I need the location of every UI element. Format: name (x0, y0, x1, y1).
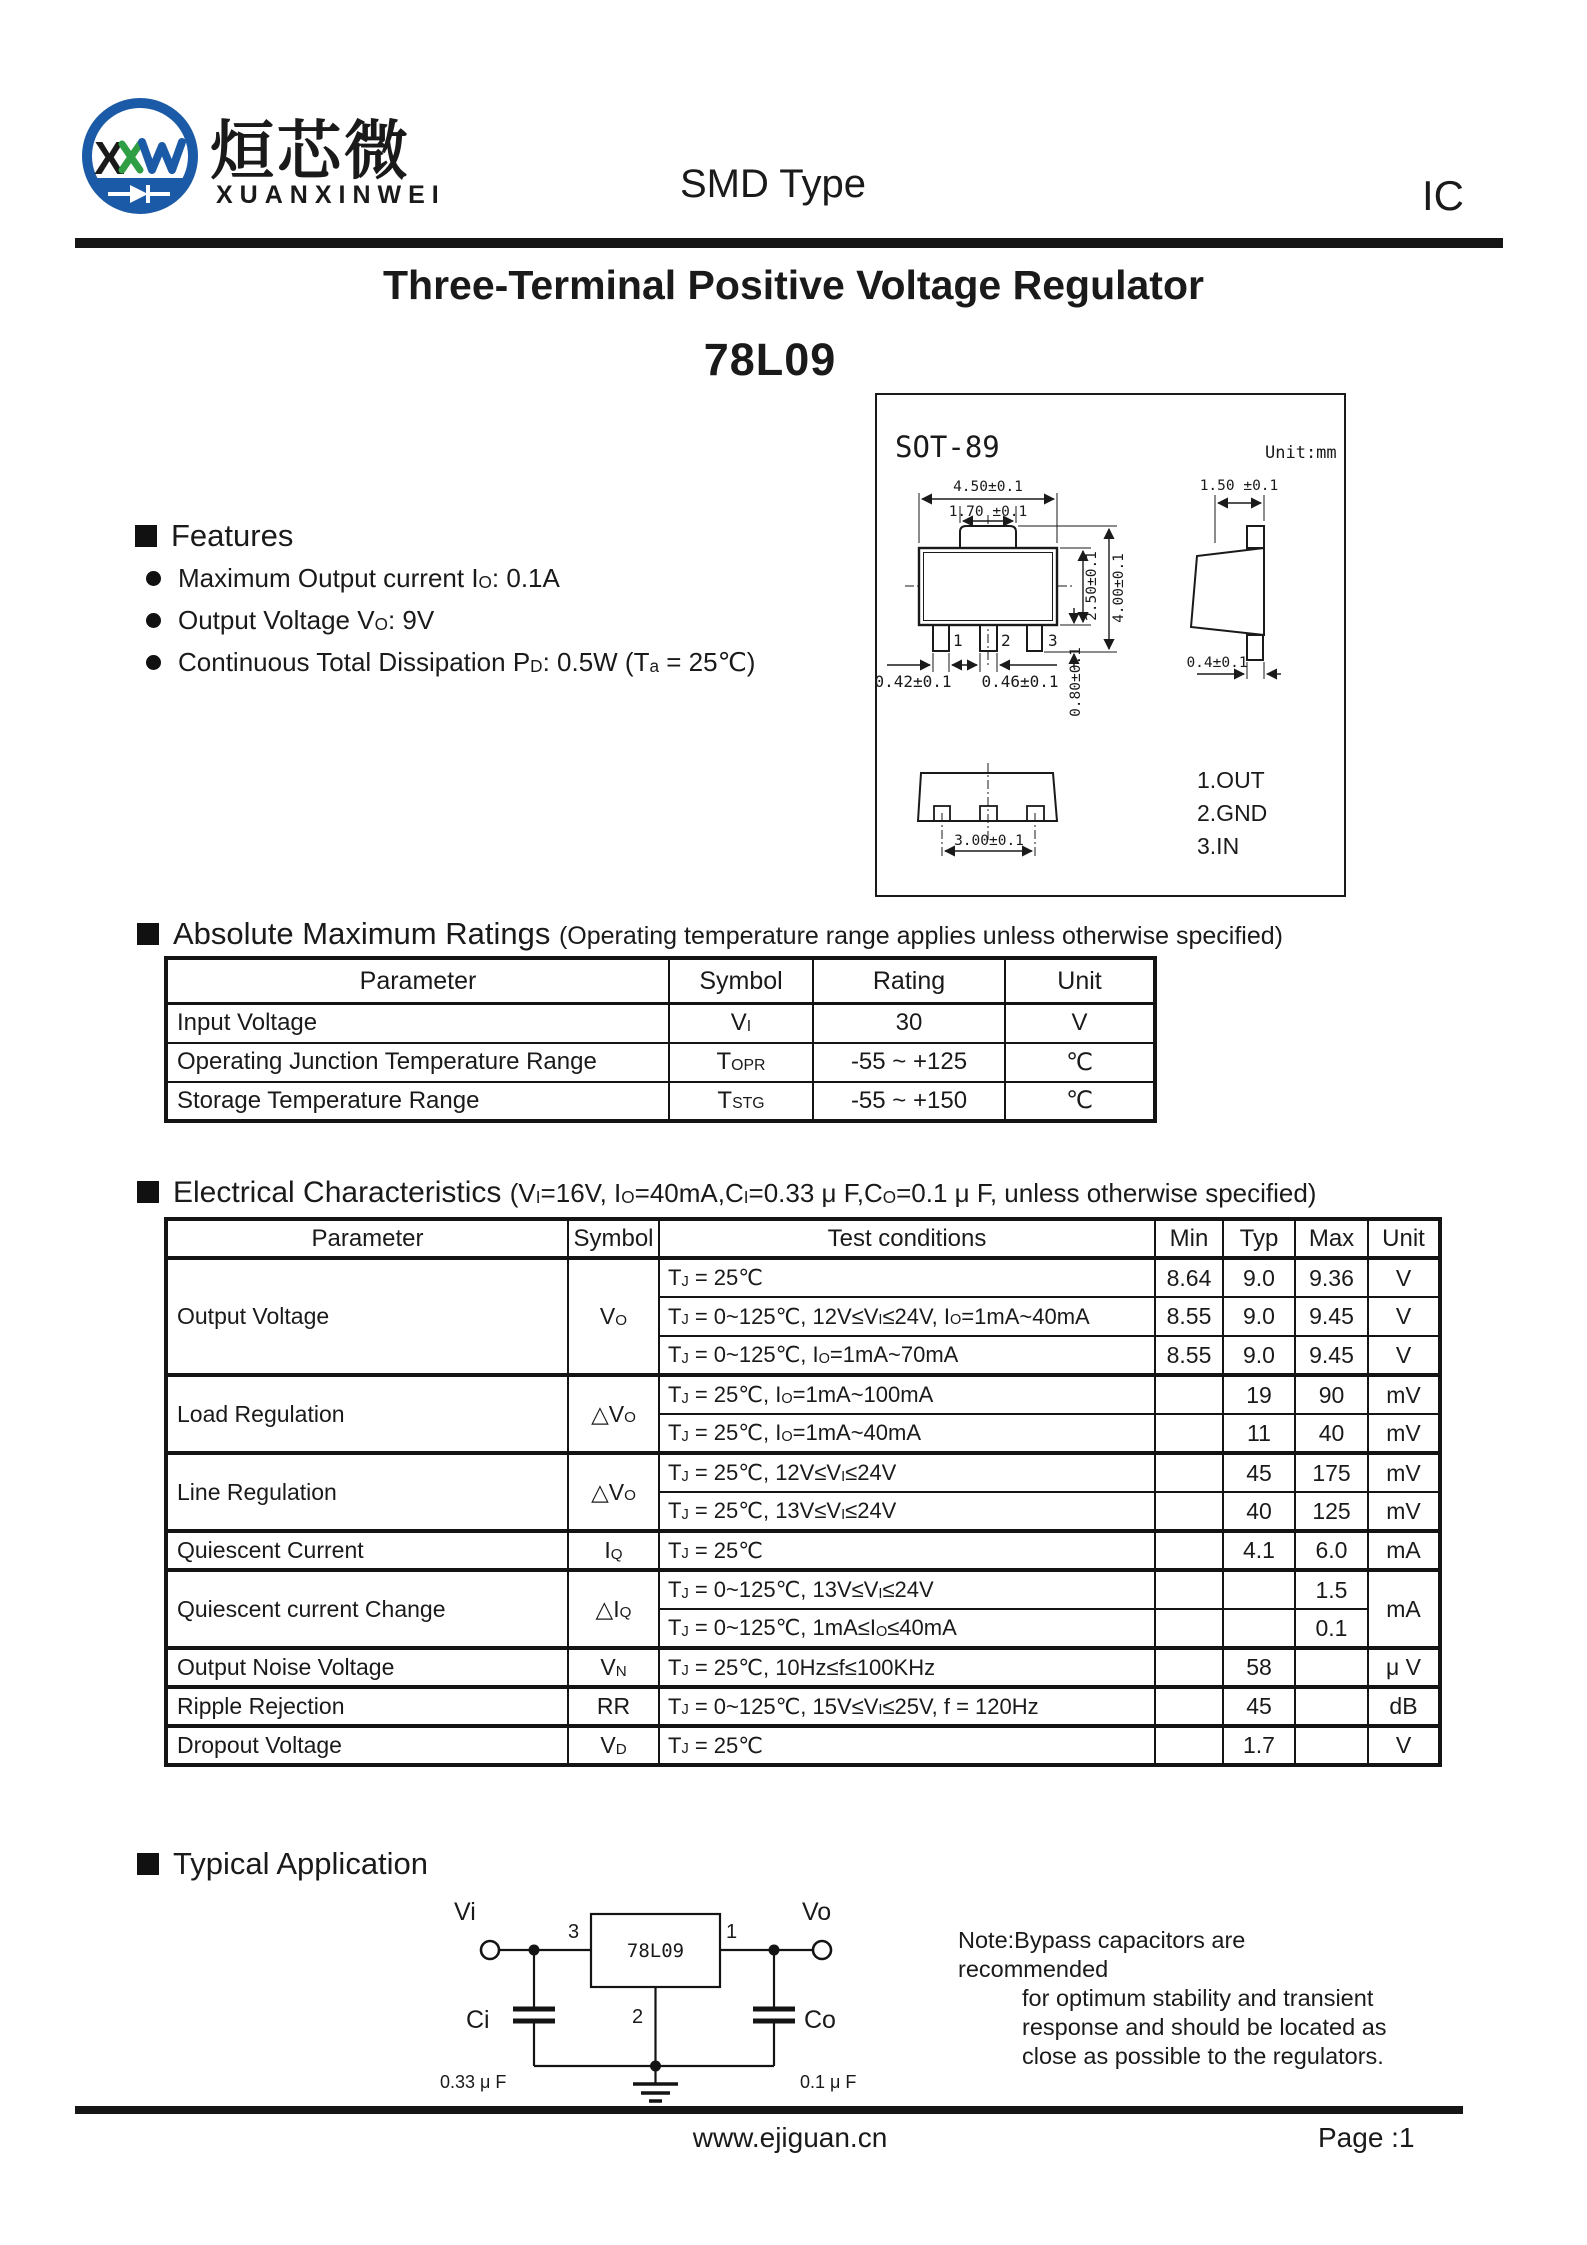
ec-max: 0.1 (1295, 1609, 1368, 1648)
ec-table (164, 1217, 1442, 1767)
input-terminal (481, 1941, 499, 1959)
footer-page-number: Page :1 (1318, 2122, 1415, 2153)
ec-typ: 4.1 (1223, 1531, 1295, 1570)
amr-heading-note: (Operating temperature range applies unless otherwise specified) (558, 922, 1283, 950)
ec-symbol: RR (568, 1687, 659, 1726)
amr-col-unit: Unit (1005, 958, 1155, 1004)
ec-row (166, 1453, 1440, 1492)
amr-param: Operating Junction Temperature Range (166, 1043, 669, 1082)
logo-letter-x1: X (94, 132, 125, 184)
ec-min (1155, 1570, 1223, 1609)
amr-param: Input Voltage (166, 1004, 669, 1043)
ec-test: $T_J$ = 0~125℃, $13V\le V_I\le 24V$ (659, 1570, 1155, 1609)
ec-header-row (166, 1219, 1440, 1258)
ec-param-quiescent-change: Quiescent current Change (166, 1570, 568, 1648)
ec-test: $T_J$ = 25℃ (659, 1531, 1155, 1570)
amr-symbol: $V_I$ (669, 1004, 813, 1043)
feature-item (146, 605, 434, 636)
feature-text: Continuous Total Dissipation $P_D$: 0.5W ($T_a$ = 25℃) (178, 647, 756, 677)
ec-test: $T_J$ = 0~125℃, $1mA\le I_O\le 40mA$ (659, 1609, 1155, 1648)
ec-test: $T_J$ = 25℃, $13V\le V_I\le 24V$ (659, 1492, 1155, 1531)
ec-unit: mA (1368, 1531, 1440, 1570)
cout-value: 0.1 μ F (800, 2072, 857, 2092)
side-tab-top (1247, 526, 1264, 548)
pin-number-1: 1 (953, 631, 963, 650)
amr-row-input-voltage (166, 1004, 1155, 1043)
ec-param-line-regulation: Line Regulation (166, 1453, 568, 1531)
ec-max: 175 (1295, 1453, 1368, 1492)
pin-function-2: 2.GND (1197, 800, 1268, 826)
amr-unit: ℃ (1005, 1043, 1155, 1082)
amr-unit: V (1005, 1004, 1155, 1043)
ec-test: $T_J$ = 25℃ (659, 1726, 1155, 1765)
ec-min (1155, 1726, 1223, 1765)
feature-item (146, 563, 560, 594)
ec-min (1155, 1492, 1223, 1531)
footer-website: www.ejiguan.cn (692, 2122, 888, 2153)
ec-max (1295, 1687, 1368, 1726)
application-note (958, 1926, 1398, 2071)
package-body-front (919, 548, 1057, 625)
feature-item (146, 647, 755, 678)
ec-min (1155, 1453, 1223, 1492)
ec-min (1155, 1687, 1223, 1726)
ec-typ: 45 (1223, 1687, 1295, 1726)
ec-unit: mV (1368, 1492, 1440, 1531)
ec-symbol: $\triangle V_O$ (568, 1453, 659, 1531)
ec-test: $T_J$ = 25℃ (659, 1258, 1155, 1297)
pin-function-1: 1.OUT (1197, 767, 1265, 793)
ec-test: $T_J$ = 25℃, $I_O=1mA\sim 100mA$ (659, 1375, 1155, 1414)
dim-total-height: 4.00±0.1 (1111, 553, 1127, 623)
amr-rating: -55 ~ +150 (813, 1082, 1005, 1121)
ec-col-max: Max (1295, 1219, 1368, 1258)
ec-param-quiescent-current: Quiescent Current (166, 1531, 568, 1570)
section-square-icon (135, 525, 157, 547)
ec-symbol: $V_D$ (568, 1726, 659, 1765)
ec-min (1155, 1414, 1223, 1453)
dim-side-depth: 1.50 ±0.1 (1199, 478, 1279, 494)
ec-typ: 40 (1223, 1492, 1295, 1531)
feature-text: Output Voltage $V_O$: 9V (178, 605, 435, 635)
dim-pin-length: 0.80±0.1 (1068, 647, 1084, 717)
doc-type-label: SMD Type (680, 162, 866, 206)
package-drawing (877, 395, 1344, 895)
dim-pad-span: 3.00±0.1 (954, 833, 1024, 849)
application-circuit (440, 1888, 1000, 2113)
ec-min: 8.55 (1155, 1297, 1223, 1336)
dim-pin-width: 0.42±0.1 (877, 672, 952, 691)
ec-heading-note: ($V_I=16V$, $I_O=40mA,C_I=0.33$ μ $F,C_O=0.1$ μ F, unless otherwise specified) (509, 1178, 1317, 1208)
amr-heading-label: Absolute Maximum Ratings (173, 916, 551, 951)
node-dot (769, 1945, 780, 1956)
note-line: response and should be located as (1022, 2014, 1387, 2040)
amr-row-storage-temp (166, 1082, 1155, 1121)
ec-unit: μ V (1368, 1648, 1440, 1687)
ec-unit: mV (1368, 1375, 1440, 1414)
dim-body-height: 2.50±0.1 (1084, 551, 1100, 621)
ec-typ: 9.0 (1223, 1258, 1295, 1297)
ec-param-ripple-rejection: Ripple Rejection (166, 1687, 568, 1726)
ec-row (166, 1258, 1440, 1297)
side-pin (1247, 635, 1263, 660)
ec-min: 8.64 (1155, 1258, 1223, 1297)
ec-typ: 9.0 (1223, 1297, 1295, 1336)
ec-row (166, 1570, 1440, 1609)
ec-row (166, 1375, 1440, 1414)
ec-unit: V (1368, 1726, 1440, 1765)
amr-rating: -55 ~ +125 (813, 1043, 1005, 1082)
package-tab (960, 526, 1016, 548)
ec-max: 9.45 (1295, 1297, 1368, 1336)
vout-label: Vo (802, 1898, 832, 1926)
ec-min (1155, 1531, 1223, 1570)
ec-param-output-noise: Output Noise Voltage (166, 1648, 568, 1687)
features-heading-label: Features (171, 518, 294, 553)
package-outline-box (875, 393, 1346, 897)
pin-number-3: 3 (1048, 631, 1058, 650)
cin-label: Ci (466, 2006, 490, 2034)
dim-pin-pitch: 0.46±0.1 (981, 672, 1059, 691)
company-logo-icon (78, 94, 202, 218)
bullet-icon (146, 571, 161, 586)
pin-out-label: 1 (726, 1921, 738, 1943)
amr-header-row (166, 958, 1155, 1004)
dim-tab-width: 1.70 ±0.1 (948, 504, 1028, 520)
ec-row (166, 1531, 1440, 1570)
ec-param-load-regulation: Load Regulation (166, 1375, 568, 1453)
ec-col-typ: Typ (1223, 1219, 1295, 1258)
ec-min (1155, 1609, 1223, 1648)
ec-min: 8.55 (1155, 1336, 1223, 1375)
brand-name-chinese: 烜芯微 (210, 115, 411, 189)
ec-symbol: $\triangle V_O$ (568, 1375, 659, 1453)
ec-max: 9.45 (1295, 1336, 1368, 1375)
ec-col-min: Min (1155, 1219, 1223, 1258)
note-line: close as possible to the regulators. (1022, 2043, 1384, 2069)
amr-rating: 30 (813, 1004, 1005, 1043)
ec-max: 6.0 (1295, 1531, 1368, 1570)
note-line: Note:Bypass capacitors are recommended (958, 1927, 1246, 1982)
part-number: 78L09 (703, 334, 837, 385)
features-heading (135, 518, 293, 554)
node-dot (529, 1945, 540, 1956)
ec-symbol: $V_O$ (568, 1258, 659, 1375)
ec-max (1295, 1648, 1368, 1687)
ec-typ: 11 (1223, 1414, 1295, 1453)
amr-col-parameter: Parameter (166, 958, 669, 1004)
amr-symbol: $T_{OPR}$ (669, 1043, 813, 1082)
ec-typ: 9.0 (1223, 1336, 1295, 1375)
amr-row-operating-temp (166, 1043, 1155, 1082)
ec-max: 1.5 (1295, 1570, 1368, 1609)
pin-3 (1027, 625, 1042, 651)
pin-number-2: 2 (1001, 631, 1011, 650)
pin-in-label: 3 (568, 1921, 580, 1943)
ec-row (166, 1687, 1440, 1726)
ec-symbol: $I_Q$ (568, 1531, 659, 1570)
ec-symbol: $\triangle I_Q$ (568, 1570, 659, 1648)
ec-unit: V (1368, 1336, 1440, 1375)
amr-table (164, 956, 1157, 1123)
ec-row (166, 1648, 1440, 1687)
package-name: SOT-89 (895, 430, 1000, 464)
feature-text: Maximum Output current $I_O$: 0.1A (178, 563, 560, 593)
dim-pin-thickness: 0.4±0.1 (1186, 655, 1248, 671)
output-terminal (813, 1941, 831, 1959)
footer-divider (75, 2106, 1463, 2114)
amr-symbol: $T_{STG}$ (669, 1082, 813, 1121)
header-divider (75, 238, 1503, 248)
ec-typ: 1.7 (1223, 1726, 1295, 1765)
pin-gnd-label: 2 (632, 2006, 644, 2028)
ec-test: $T_J$ = 0~125℃, $12V\le V_I\le 24V$, $I_O=1mA\sim 40mA$ (659, 1297, 1155, 1336)
ec-max (1295, 1726, 1368, 1765)
ec-typ: 19 (1223, 1375, 1295, 1414)
pin-1 (933, 625, 949, 651)
ec-param-output-voltage: Output Voltage (166, 1258, 568, 1375)
package-body-side (1191, 548, 1264, 635)
ec-max: 40 (1295, 1414, 1368, 1453)
ec-test: $T_J$ = 25℃, $12V\le V_I\le 24V$ (659, 1453, 1155, 1492)
dim-top-width: 4.50±0.1 (953, 479, 1023, 495)
node-dot (650, 2061, 661, 2072)
ec-test: $T_J$ = 25℃, $I_O=1mA\sim 40mA$ (659, 1414, 1155, 1453)
ec-row (166, 1726, 1440, 1765)
vin-label: Vi (454, 1898, 476, 1926)
ec-unit: dB (1368, 1687, 1440, 1726)
typical-application-label: Typical Application (173, 1846, 429, 1881)
ec-max: 125 (1295, 1492, 1368, 1531)
ec-col-symbol: Symbol (568, 1219, 659, 1258)
ec-test: $T_J$ = 0~125℃, $15V\le V_I\le 25V$, f = 120Hz (659, 1687, 1155, 1726)
unit-note: Unit:mm (1265, 443, 1337, 463)
bullet-icon (146, 655, 161, 670)
ec-test: $T_J$ = 25℃, 10Hz≤f≤100KHz (659, 1648, 1155, 1687)
pin-function-3: 3.IN (1197, 833, 1240, 859)
amr-unit: ℃ (1005, 1082, 1155, 1121)
ec-typ (1223, 1570, 1295, 1609)
ec-unit: V (1368, 1258, 1440, 1297)
amr-param: Storage Temperature Range (166, 1082, 669, 1121)
ec-unit: mV (1368, 1453, 1440, 1492)
section-square-icon (137, 1853, 159, 1875)
ec-max: 9.36 (1295, 1258, 1368, 1297)
ec-param-dropout-voltage: Dropout Voltage (166, 1726, 568, 1765)
ec-unit: V (1368, 1297, 1440, 1336)
cin-value: 0.33 μ F (440, 2072, 507, 2092)
ec-min (1155, 1375, 1223, 1414)
ec-heading (137, 1176, 1316, 1210)
cout-label: Co (804, 2006, 836, 2034)
bullet-icon (146, 613, 161, 628)
section-square-icon (137, 923, 159, 945)
ec-col-unit: Unit (1368, 1219, 1440, 1258)
ec-unit: mA (1368, 1570, 1440, 1648)
amr-heading (137, 916, 1283, 952)
brand-name-english: XUANXINWEI (216, 181, 446, 209)
chip-label: 78L09 (626, 1940, 685, 1962)
ec-typ: 58 (1223, 1648, 1295, 1687)
category-label: IC (1422, 172, 1464, 219)
page-title: Three-Terminal Positive Voltage Regulator (383, 262, 1204, 308)
amr-col-symbol: Symbol (669, 958, 813, 1004)
typical-application-heading (137, 1846, 428, 1882)
ec-symbol: $V_N$ (568, 1648, 659, 1687)
ec-typ: 45 (1223, 1453, 1295, 1492)
amr-col-rating: Rating (813, 958, 1005, 1004)
ec-max: 90 (1295, 1375, 1368, 1414)
ec-min (1155, 1648, 1223, 1687)
ec-test: $T_J$ = 0~125℃, $I_O=1mA\sim 70mA$ (659, 1336, 1155, 1375)
ec-unit: mV (1368, 1414, 1440, 1453)
section-square-icon (137, 1181, 159, 1203)
ec-col-test: Test conditions (659, 1219, 1155, 1258)
ec-heading-label: Electrical Characteristics (173, 1176, 502, 1209)
note-line: for optimum stability and transient (1022, 1985, 1374, 2011)
ec-col-parameter: Parameter (166, 1219, 568, 1258)
ec-typ (1223, 1609, 1295, 1648)
